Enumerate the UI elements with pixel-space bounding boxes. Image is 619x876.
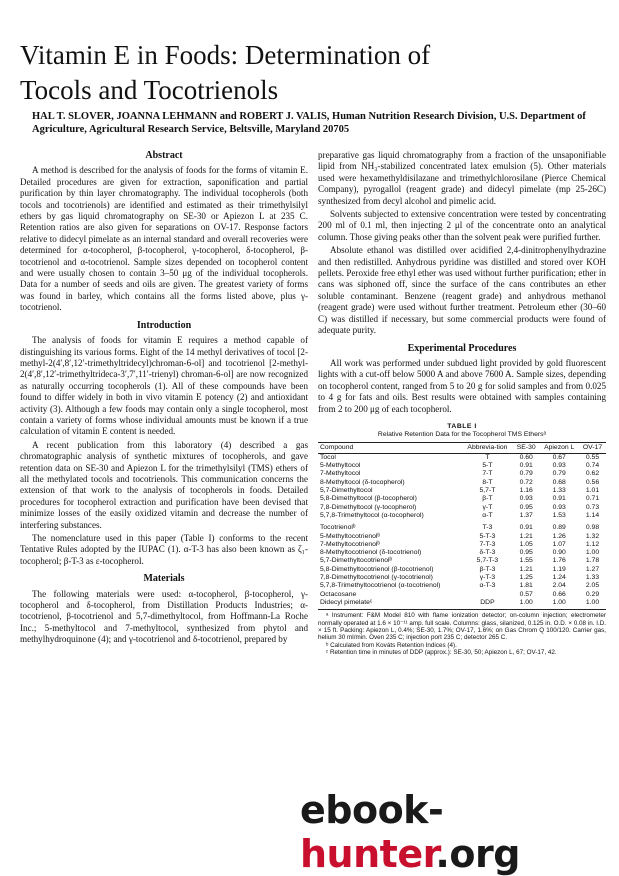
footnote-b: ᵇ Calculated from Kováts Retention Indices (4). — [326, 641, 457, 649]
cell-ov17: 2.05 — [585, 582, 600, 590]
cell-compound: Tocotrienolᵇ — [320, 524, 356, 532]
cell-abbreviation: T-3 — [482, 524, 493, 532]
cell-abbreviation: γ-T-3 — [479, 573, 496, 581]
cell-ov17: 1.12 — [585, 540, 600, 548]
cell-ov17: 1.14 — [585, 511, 600, 519]
cell-compound: 5-Methyltocol — [320, 462, 361, 470]
right-column — [318, 150, 606, 657]
table-row — [318, 574, 606, 582]
table-row — [318, 453, 606, 462]
cell-se30: 0.91 — [519, 524, 533, 532]
cell-se30: 1.00 — [519, 598, 533, 606]
cell-se30: 0.79 — [519, 470, 533, 478]
cell-se30: 1.81 — [519, 582, 533, 590]
cell-apiezon: 2.04 — [552, 582, 566, 590]
cell-ov17: 1.27 — [585, 565, 600, 573]
cell-ov17: 0.71 — [585, 495, 600, 503]
cell-se30: 0.95 — [519, 503, 533, 511]
cell-compound: Didecyl pimelateᶜ — [320, 598, 373, 606]
table-row — [318, 591, 606, 599]
cell-abbreviation: 5-T-3 — [479, 532, 496, 540]
cell-se30: 1.21 — [519, 565, 533, 573]
cell-ov17: 0.73 — [585, 503, 600, 511]
table-row — [318, 566, 606, 574]
materials-paragraph-2: preparative gas liquid chromatography from a fraction of the unsaponifiable lipid from NH₃-stabilized concentrated latex emulsion (5). Other materials used were hexamethyldisilazane and trimethylchlorosilane (Pierce Chemical Company), pyrogallol (reagent grade) and didecyl pimelate (mp 25-26C) synthesized from decyl alcohol and pimelic acid. — [318, 150, 606, 206]
cell-apiezon: 0.90 — [552, 549, 566, 557]
cell-apiezon: 0.67 — [552, 453, 566, 461]
table-row — [318, 599, 606, 607]
cell-ov17: 0.98 — [585, 524, 600, 532]
cell-apiezon: 0.93 — [552, 462, 566, 470]
cell-ov17: 1.78 — [585, 557, 600, 565]
cell-compound: 8-Methyltocotrienol (δ-tocotrienol) — [320, 549, 422, 557]
footnote-a: ᵃ Instrument: F&M Model 810 with flame ionization detector; on-column injection; electrometer normally operated at 1.6 × 10⁻¹¹ amp. full scale. Columns: glass, silanized, 0.125 in. O.D. × 0.08 in. I.D. × 15 ft. Packing: Apiezon L, 0.4%; SE-30, 1.7%; OV-17, 1.6%; on Gas Chrom Q 100/120. Carrier gas, helium 30 ml/min. Oven 235 C; injection port 235 C; detector 265 C. — [318, 612, 606, 642]
cell-compound: Octacosane — [320, 590, 357, 598]
cell-ov17: 0.74 — [585, 462, 600, 470]
watermark-logo — [300, 788, 619, 876]
materials-heading: Materials — [143, 573, 185, 585]
cell-apiezon: 0.91 — [552, 495, 566, 503]
table-row — [318, 462, 606, 470]
cell-se30: 0.95 — [519, 549, 533, 557]
title-line-1: Vitamin E in Foods: Determination of — [20, 40, 431, 70]
header-compound: Compound — [320, 443, 354, 451]
cell-se30: 0.60 — [519, 453, 533, 461]
table-row — [318, 557, 606, 565]
cell-abbreviation: 8-T — [482, 478, 493, 486]
experimental-heading: Experimental Procedures — [407, 342, 517, 354]
cell-apiezon: 1.26 — [552, 532, 566, 540]
watermark-part-1: ebook- — [300, 788, 444, 832]
cell-apiezon: 1.07 — [552, 540, 566, 548]
cell-compound: 7,8-Dimethyltocol (γ-tocopherol) — [320, 503, 417, 511]
title-line-2: Tocols and Tocotrienols — [20, 75, 279, 105]
cell-abbreviation: 5-T — [482, 462, 493, 470]
cell-apiezon: 1.19 — [552, 565, 566, 573]
header-apiezon: Apiezon L — [544, 443, 575, 451]
introduction-heading: Introduction — [136, 319, 192, 331]
cell-compound: 7-Methyltocol — [320, 470, 361, 478]
cell-abbreviation: 7-T-3 — [479, 540, 496, 548]
cell-compound: 8-Methyltocol (δ-tocopherol) — [320, 478, 405, 486]
cell-abbreviation: β-T — [482, 495, 493, 503]
table-row — [318, 549, 606, 557]
article-title — [20, 38, 590, 108]
table-row — [318, 487, 606, 495]
cell-apiezon: 0.93 — [552, 503, 566, 511]
cell-apiezon: 1.53 — [552, 511, 566, 519]
cell-apiezon: 1.76 — [552, 557, 566, 565]
retention-table — [318, 442, 606, 608]
cell-apiezon: 1.24 — [552, 573, 566, 581]
table-header-row — [318, 442, 606, 453]
cell-abbreviation: γ-T — [482, 503, 493, 511]
table-footnotes — [318, 609, 606, 656]
table-row — [318, 520, 606, 532]
cell-abbreviation: β-T-3 — [479, 565, 496, 573]
table-row — [318, 512, 606, 520]
table-row — [318, 541, 606, 549]
retention-table-block — [318, 423, 606, 657]
intro-paragraph-1: The analysis of foods for vitamin E requires a method capable of distinguishing its various forms. Eight of the 14 methyl derivatives of tocol [2-methyl-2(4′,8′,12′-trimethyltridecyl)chroman-6-ol] and tocotrienol [2-methyl-2(4′,8′,12′-trimethyltrideca-3′,7′,11′-trienyl) chroman-6-ol] are now recognized as naturally occurring tocopherols (1). All of these compounds have been found to differ widely in both in vivo vitamin E potency (2) and antioxidant activity (3). Although a few foods may contain only a single tocopherol, most contain a variety of forms whose individual amounts must be known if a true calculation of vitamin E content is needed. — [20, 335, 308, 437]
cell-abbreviation: 5,7-T-3 — [476, 557, 499, 565]
cell-se30: 0.91 — [519, 462, 533, 470]
author-affiliation: HAL T. SLOVER, JOANNA LEHMANN and ROBERT J. VALIS, Human Nutrition Research Division, U.S. Department of Agriculture, Agricultural Research Service, Beltsville, Maryland 20705 — [32, 111, 586, 135]
left-column — [20, 150, 308, 648]
cell-abbreviation: T — [485, 453, 490, 461]
cell-abbreviation: α-T-3 — [479, 582, 496, 590]
materials-paragraph-1: The following materials were used: α-tocopherol, β-tocopherol, γ-tocopherol and δ-tocopherol, from Distillation Products Industries; α-tocotrienol, β-tocotrienol and 5,7-dimethyltocol, from Hoffmann-La Roche Inc.; 5-methyltocol and 7-methyltocol, synthesized from phytol and methylhydroquinone (4); and γ-tocotrienol and δ-tocotrienol, prepared by — [20, 588, 308, 645]
cell-ov17: 0.56 — [585, 478, 600, 486]
cell-se30: 1.05 — [519, 540, 533, 548]
cell-abbreviation: α-T — [482, 511, 493, 519]
intro-paragraph-3: The nomenclature used in this paper (Table I) conforms to the recent Tentative Rules adopted by the IUPAC (1). α-T-3 has also been known as ζ₁-tocopherol; β-T-3 as ε-tocopherol. — [20, 533, 308, 566]
cell-ov17: 1.32 — [585, 532, 600, 540]
materials-paragraph-4: Absolute ethanol was distilled over acidified 2,4-dinitrophenylhydrazine and then redistilled. Anhydrous pyridine was distilled and stored over KOH pellets. Peroxide free ethyl ether was used without further purification; ether in cans was siphoned off, since the surface of the cans contributes an ether soluble contaminant. Benzene (reagent grade) and anhydrous methanol (reagent grade) were used without further treatment. Petroleum ether (30–60 C) was distilled if necessary, but some commercial products were found of adequate purity. — [318, 245, 606, 336]
table-row — [318, 533, 606, 541]
watermark-part-3: .org — [435, 832, 520, 876]
cell-se30: 1.21 — [519, 532, 533, 540]
cell-se30: 0.93 — [519, 495, 533, 503]
table-row — [318, 582, 606, 590]
cell-ov17: 0.62 — [585, 470, 600, 478]
cell-se30: 0.57 — [519, 590, 533, 598]
cell-compound: 5,8-Dimethyltocol (β-tocopherol) — [320, 495, 417, 503]
cell-abbreviation — [462, 591, 513, 599]
footnote-c: ᶜ Retention time in minutes of DDP (approx.): SE-30, 50; Apiezon L, 67; OV-17, 42. — [326, 649, 557, 657]
cell-compound: Tocol — [320, 453, 336, 461]
cell-ov17: 0.55 — [585, 453, 600, 461]
cell-compound: 5,7-Dimethyltocol — [320, 487, 373, 495]
header-abbreviation: Abbrevia-tion — [467, 443, 508, 451]
header-se30: SE-30 — [516, 443, 536, 451]
table-caption: TABLE I — [447, 422, 477, 430]
cell-abbreviation: δ-T-3 — [479, 549, 496, 557]
cell-se30: 1.37 — [519, 511, 533, 519]
table-row — [318, 495, 606, 503]
cell-ov17: 1.00 — [585, 598, 600, 606]
cell-ov17: 1.33 — [585, 573, 600, 581]
cell-se30: 1.25 — [519, 573, 533, 581]
cell-compound: 5,7,8-Trimethyltocol (α-tocopherol) — [320, 511, 424, 519]
cell-compound: 5-Methyltocotrienolᵇ — [320, 532, 380, 540]
cell-apiezon: 0.89 — [552, 524, 566, 532]
cell-apiezon: 0.66 — [552, 590, 566, 598]
cell-se30: 1.16 — [519, 487, 533, 495]
cell-apiezon: 1.33 — [552, 487, 566, 495]
cell-compound: 7,8-Dimethyltocotrienol (γ-tocotrienol) — [320, 573, 433, 581]
table-row — [318, 504, 606, 512]
cell-compound: 7-Methyltocotrienolᵇ — [320, 540, 380, 548]
table-subtitle: Relative Retention Data for the Tocopherol TMS Ethersᵃ — [377, 431, 547, 439]
cell-apiezon: 0.79 — [552, 470, 566, 478]
cell-se30: 1.55 — [519, 557, 533, 565]
table-row — [318, 479, 606, 487]
abstract-text: A method is described for the analysis of foods for the forms of vitamin E. Detailed procedures are given for extraction, saponification and partial purification by thin layer chromatography. The individual tocopherols (both tocols and tocotrienols) are identified and estimated as their trimethylsilyl ethers by gas liquid chromatography on SE-30 or Apiezon L at 235 C. Retention ratios are also given for separations on OV-17. Response factors relative to didecyl pimelate as an internal standard and overall recoveries were determined for α-tocopherol, β-tocopherol, γ-tocopherol, δ-tocopherol, β-tocotrienol and α-tocotrienol. Sample sizes depended on tocopherol content and were usually chosen to contain 3–50 μg of the individual tocopherols. Data for a number of seeds and oils are given. The greatest variety of forms was found in barley, which contains all the forms listed above, plus γ-tocotrienol. — [20, 165, 308, 313]
cell-abbreviation: DDP — [480, 598, 495, 606]
abstract-heading: Abstract — [145, 150, 183, 161]
cell-compound: 5,8-Dimethyltocotrienol (β-tocotrienol) — [320, 565, 434, 573]
cell-abbreviation: 5,7-T — [479, 487, 496, 495]
intro-paragraph-2: A recent publication from this laboratory (4) described a gas chromatographic analysis of synthetic mixtures of tocopherols, and gave retention data on SE-30 and Apiezon L for the trimethylsilyl (TMS) ethers of all the methylated tocols and tocotrienols. This communication concerns the extension of that work to the analysis of tocopherols in foods. Detailed procedures for tocopherol extraction and purification have been devised that minimize losses of the easily oxidized vitamin and decrease the number of interfering substances. — [20, 439, 308, 530]
cell-ov17: 1.00 — [585, 549, 600, 557]
cell-se30: 0.72 — [519, 478, 533, 486]
table-row — [318, 470, 606, 478]
cell-compound: 5,7,8-Trimethyltocotrienol (α-tocotrienol) — [320, 582, 441, 590]
materials-paragraph-3: Solvents subjected to extensive concentration were tested by concentrating 200 ml of 0.1 ml, then injecting 2 μl of the concentrate onto an analytical column. Those giving peaks other than the solvent peak were purified further. — [318, 209, 606, 242]
cell-apiezon: 0.68 — [552, 478, 566, 486]
cell-compound: 5,7-Dimethyltocotrienolᵇ — [320, 557, 393, 565]
watermark-part-2: hunter — [300, 832, 436, 876]
header-ov17: OV-17 — [582, 443, 603, 451]
experimental-paragraph-1: All work was performed under subdued light provided by gold fluorescent lights with a cut-off below 5000 A and above 7600 A. Sample sizes, depending on tocopherol content, ranged from 5 to 20 g for solid samples and from 0.025 to 4 g for fats and oils. Best results were obtained with samples containing from 2 to 200 μg of each tocopherol. — [318, 357, 606, 414]
cell-ov17: 1.01 — [585, 487, 600, 495]
cell-apiezon: 1.00 — [552, 598, 566, 606]
table-body — [318, 453, 606, 607]
cell-ov17: 0.29 — [585, 590, 600, 598]
cell-abbreviation: 7-T — [482, 470, 493, 478]
